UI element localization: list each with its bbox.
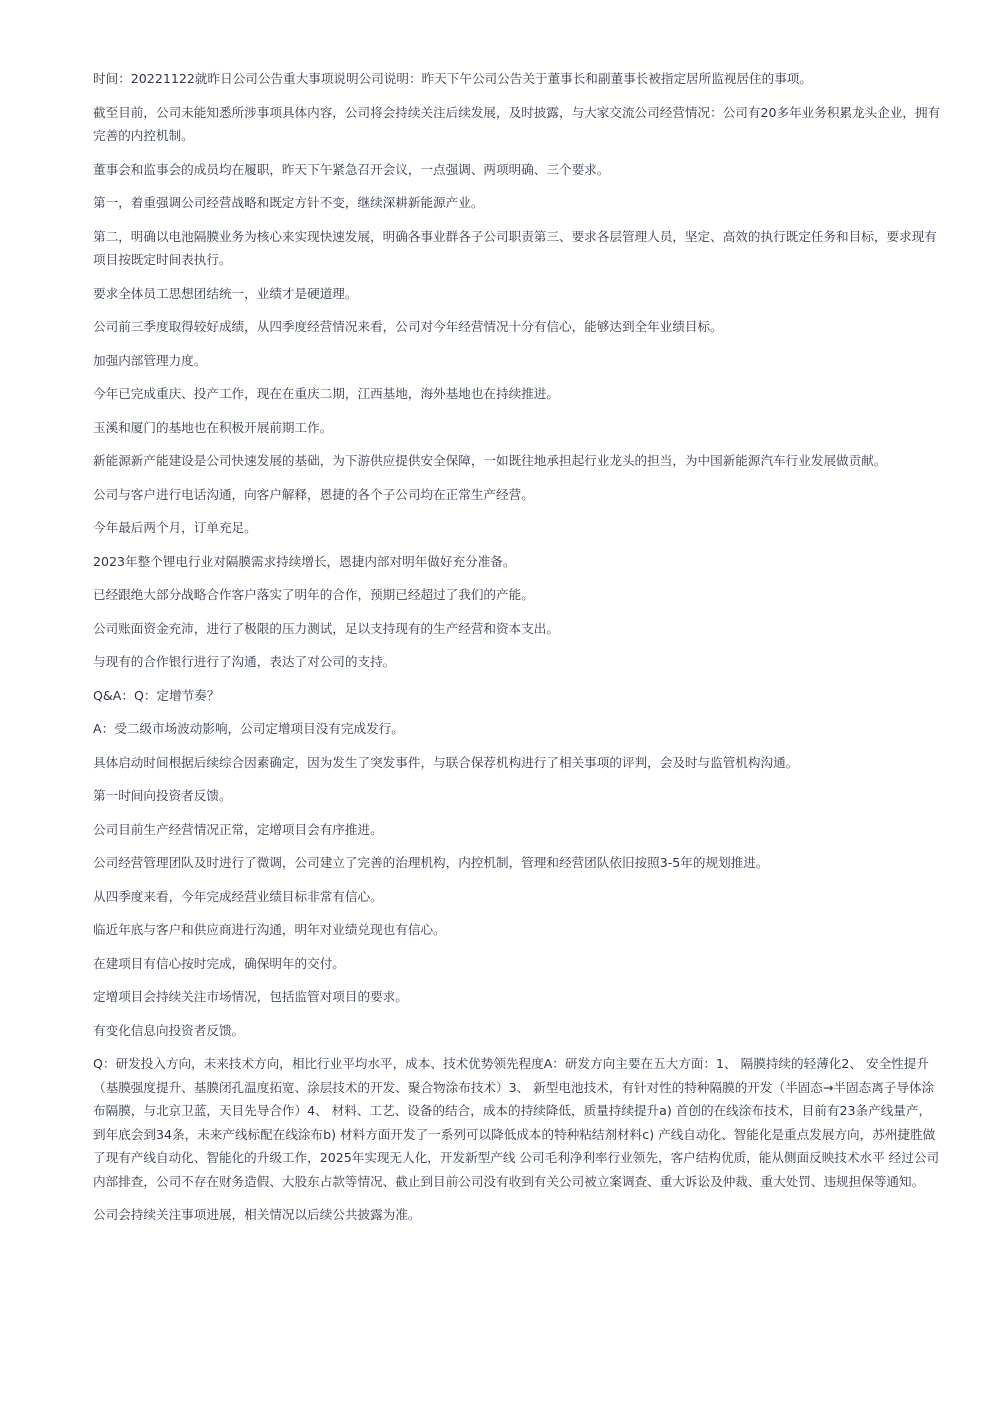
paragraph-bank-support: 与现有的合作银行进行了沟通，表达了对公司的支持。	[93, 654, 396, 669]
paragraph-yuxi-xiamen-base: 玉溪和厦门的基地也在积极开展前期工作。	[93, 419, 333, 435]
paragraph-customer-communication: 公司与客户进行电话沟通，向客户解释，恩捷的各个子公司均在正常生产经营。	[93, 486, 534, 502]
paragraph-investor-feedback: 第一时间向投资者反馈。	[93, 788, 232, 803]
paragraph-market-watch: 定增项目会持续关注市场情况，包括监管对项目的要求。	[93, 989, 408, 1004]
paragraph-launch-timing: 具体启动时间根据后续综合因素确定，因为发生了突发事件，与联合保荐机构进行了相关事项的评判，会及时与监管机构沟通。	[93, 754, 799, 770]
paragraph-management-team: 公司经营管理团队及时进行了微调，公司建立了完善的治理机构，内控机制，管理和经营团队依旧按照3-5年的规划推进。	[93, 855, 769, 870]
paragraph-first-point: 第一，着重强调公司经营战略和既定方针不变，继续深耕新能源产业。	[93, 195, 484, 210]
paragraph-current-status: 截至目前，公司未能知悉所涉事项具体内容，公司将会持续关注后续发展，及时披露，与大家交流公司经营情况：公司有20多年业务积累龙头企业，拥有完善的内控机制。	[93, 104, 941, 143]
paragraph-meeting-time: 时间：20221122就昨日公司公告重大事项说明公司说明：昨天下午公司公告关于董事长和副董事长被指定居所监视居住的事项。	[93, 71, 812, 86]
paragraph-q4-confidence: 从四季度来看，今年完成经营业绩目标非常有信心。	[93, 888, 383, 904]
paragraph-projects-delivery: 在建项目有信心按时完成，确保明年的交付。	[93, 955, 345, 971]
paragraph-new-capacity: 新能源新产能建设是公司快速发展的基础，为下游供应提供安全保障，一如既往地承担起行业龙头的担当，为中国新能源汽车行业发展做贡献。	[93, 453, 887, 468]
paragraph-chongqing-base: 今年已完成重庆、投产工作，现在在重庆二期，江西基地，海外基地也在持续推进。	[93, 386, 559, 401]
paragraph-q3-results: 公司前三季度取得较好成绩，从四季度经营情况来看，公司对今年经营情况十分有信心，能够达到全年业绩目标。	[93, 319, 723, 334]
paragraph-qa-rnd: Q：研发投入方向，未来技术方向，相比行业平均水平，成本、技术优势领先程度A：研发方向主要在五大方面：1、 隔膜持续的轻薄化2、 安全性提升（基膜强度提升、基膜闭孔温度拓宽、涂层技术的开发、聚合物涂布技术）3、 新型电池技术，有针对性的特种隔膜的开发（半固态→半固态离子导体涂布隔膜，与北京卫蓝，天目先导合作）4、 材料、工艺、设备的结合，成本的持续降低，质量持续提升a) 首创的在线涂布技术，目前有23条产线量产，到年底会到34条，未来产线标配在线涂布b) 材料方面开发了一系列可以降低成本的特种粘结剂材料c) 产线自动化、智能化是重点发展方向，苏州捷胜做了现有产线自动化、智能化的升级工作，2025年实现无人化，开发新型产线 公司毛利净利率行业领先，客户结构优质，能从侧面反映技术水平 经过公司内部排查，公司不存在财务造假、大股东占款等情况、截止到目前公司没有收到有关公司被立案调查、重大诉讼及仲裁、重大处罚、违规担保等通知。	[93, 1056, 940, 1189]
paragraph-year-end-communication: 临近年底与客户和供应商进行沟通，明年对业绩兑现也有信心。	[93, 922, 446, 937]
paragraph-orders: 今年最后两个月，订单充足。	[93, 520, 257, 535]
paragraph-change-feedback: 有变化信息向投资者反馈。	[93, 1022, 245, 1038]
paragraph-board-meeting: 董事会和监事会的成员均在履职，昨天下午紧急召开会议，一点强调、两项明确、三个要求。	[93, 161, 610, 177]
paragraph-strategic-customers: 已经跟绝大部分战略合作客户落实了明年的合作，预期已经超过了我们的产能。	[93, 587, 534, 602]
paragraph-internal-management: 加强内部管理力度。	[93, 352, 207, 368]
paragraph-qa-question-1: Q&A：Q：定增节奏？	[93, 687, 220, 703]
paragraph-2023-demand: 2023年整个锂电行业对隔膜需求持续增长，恩捷内部对明年做好充分准备。	[93, 553, 516, 569]
paragraph-second-point: 第二，明确以电池隔膜业务为核心来实现快速发展，明确各事业群各子公司职责第三、要求各层管理人员，坚定、高效的执行既定任务和目标，要求现有项目按既定时间表执行。	[93, 228, 937, 267]
paragraph-production-normal: 公司目前生产经营情况正常，定增项目会有序推进。	[93, 821, 383, 837]
paragraph-staff-unity: 要求全体员工思想团结统一，业绩才是硬道理。	[93, 285, 358, 301]
paragraph-qa-answer-1: A：受二级市场波动影响，公司定增项目没有完成发行。	[93, 721, 404, 736]
paragraph-closing: 公司会持续关注事项进展，相关情况以后续公共披露为准。	[93, 1207, 421, 1222]
paragraph-funding: 公司账面资金充沛，进行了极限的压力测试，足以支持现有的生产经营和资本支出。	[93, 620, 559, 636]
